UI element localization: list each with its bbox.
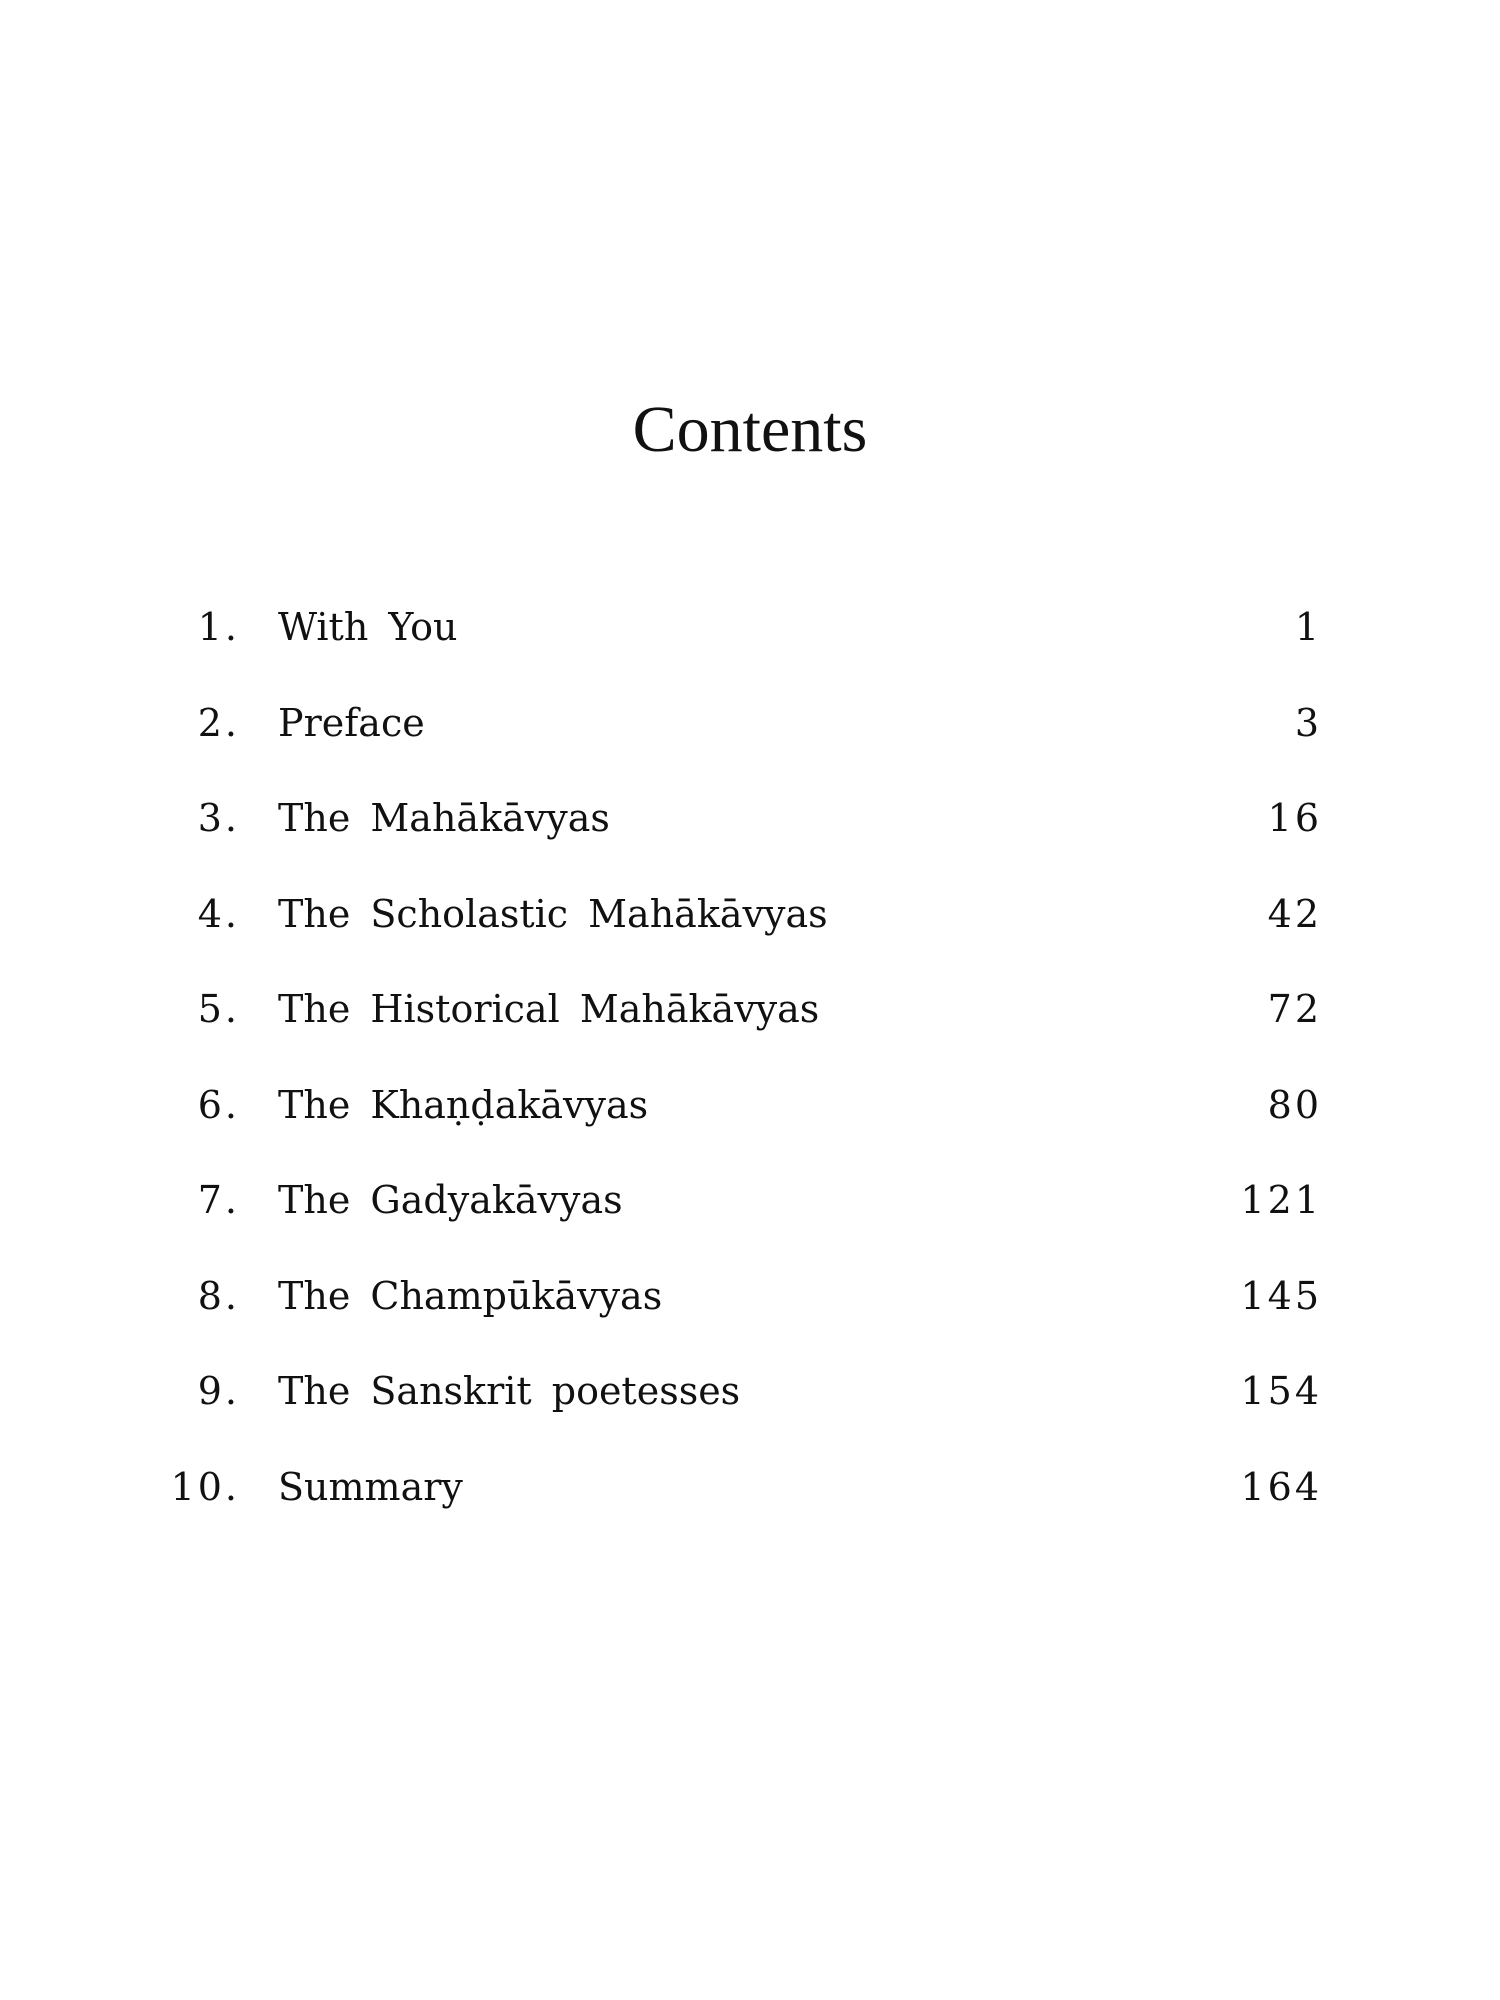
toc-entry-title: With You [278,605,458,649]
toc-entry-page: 1 [1294,605,1322,649]
toc-entry-title: The Gadyakāvyas [278,1178,623,1222]
toc-entry [0,1354,1500,1450]
toc-entry-title: The Khaṇḍakāvyas [278,1082,649,1127]
toc-entry-number: 10. [170,1464,240,1509]
toc-entry [0,972,1500,1068]
toc-entry-page: 72 [1267,987,1322,1031]
toc-entry-number: 6. [197,1082,240,1127]
table-of-contents [0,590,1500,1545]
toc-entry-page: 164 [1240,1464,1322,1509]
toc-entry-number: 8. [197,1273,240,1318]
toc-entry-title: The Champūkāvyas [278,1273,663,1318]
toc-entry-title: The Scholastic Mahākāvyas [278,891,828,936]
toc-entry-number: 7. [197,1178,240,1222]
toc-entry-page: 121 [1240,1178,1322,1222]
toc-entry-page: 3 [1294,700,1322,745]
toc-entry-number: 4. [197,891,240,936]
toc-entry [0,686,1500,782]
toc-entry [0,1068,1500,1164]
toc-entry [0,1163,1500,1259]
toc-entry-number: 5. [197,987,240,1031]
toc-entry-title: The Historical Mahākāvyas [278,987,820,1031]
toc-entry [0,1450,1500,1546]
toc-entry [0,877,1500,973]
toc-entry-title: The Mahākāvyas [278,796,610,840]
toc-entry-page: 80 [1267,1082,1322,1127]
toc-entry-page: 145 [1240,1273,1322,1318]
toc-entry-title: Preface [278,700,425,745]
toc-entry-number: 1. [197,605,240,649]
toc-entry [0,781,1500,877]
toc-entry [0,590,1500,686]
toc-entry [0,1259,1500,1355]
toc-entry-title: The Sanskrit poetesses [278,1369,741,1413]
toc-entry-number: 9. [197,1369,240,1413]
toc-entry-page: 42 [1267,891,1322,936]
toc-entry-title: Summary [278,1464,463,1509]
toc-entry-number: 3. [197,796,240,840]
toc-entry-page: 16 [1267,796,1322,840]
page-title: Contents [632,393,868,466]
toc-entry-number: 2. [197,700,240,745]
toc-entry-page: 154 [1240,1369,1322,1413]
